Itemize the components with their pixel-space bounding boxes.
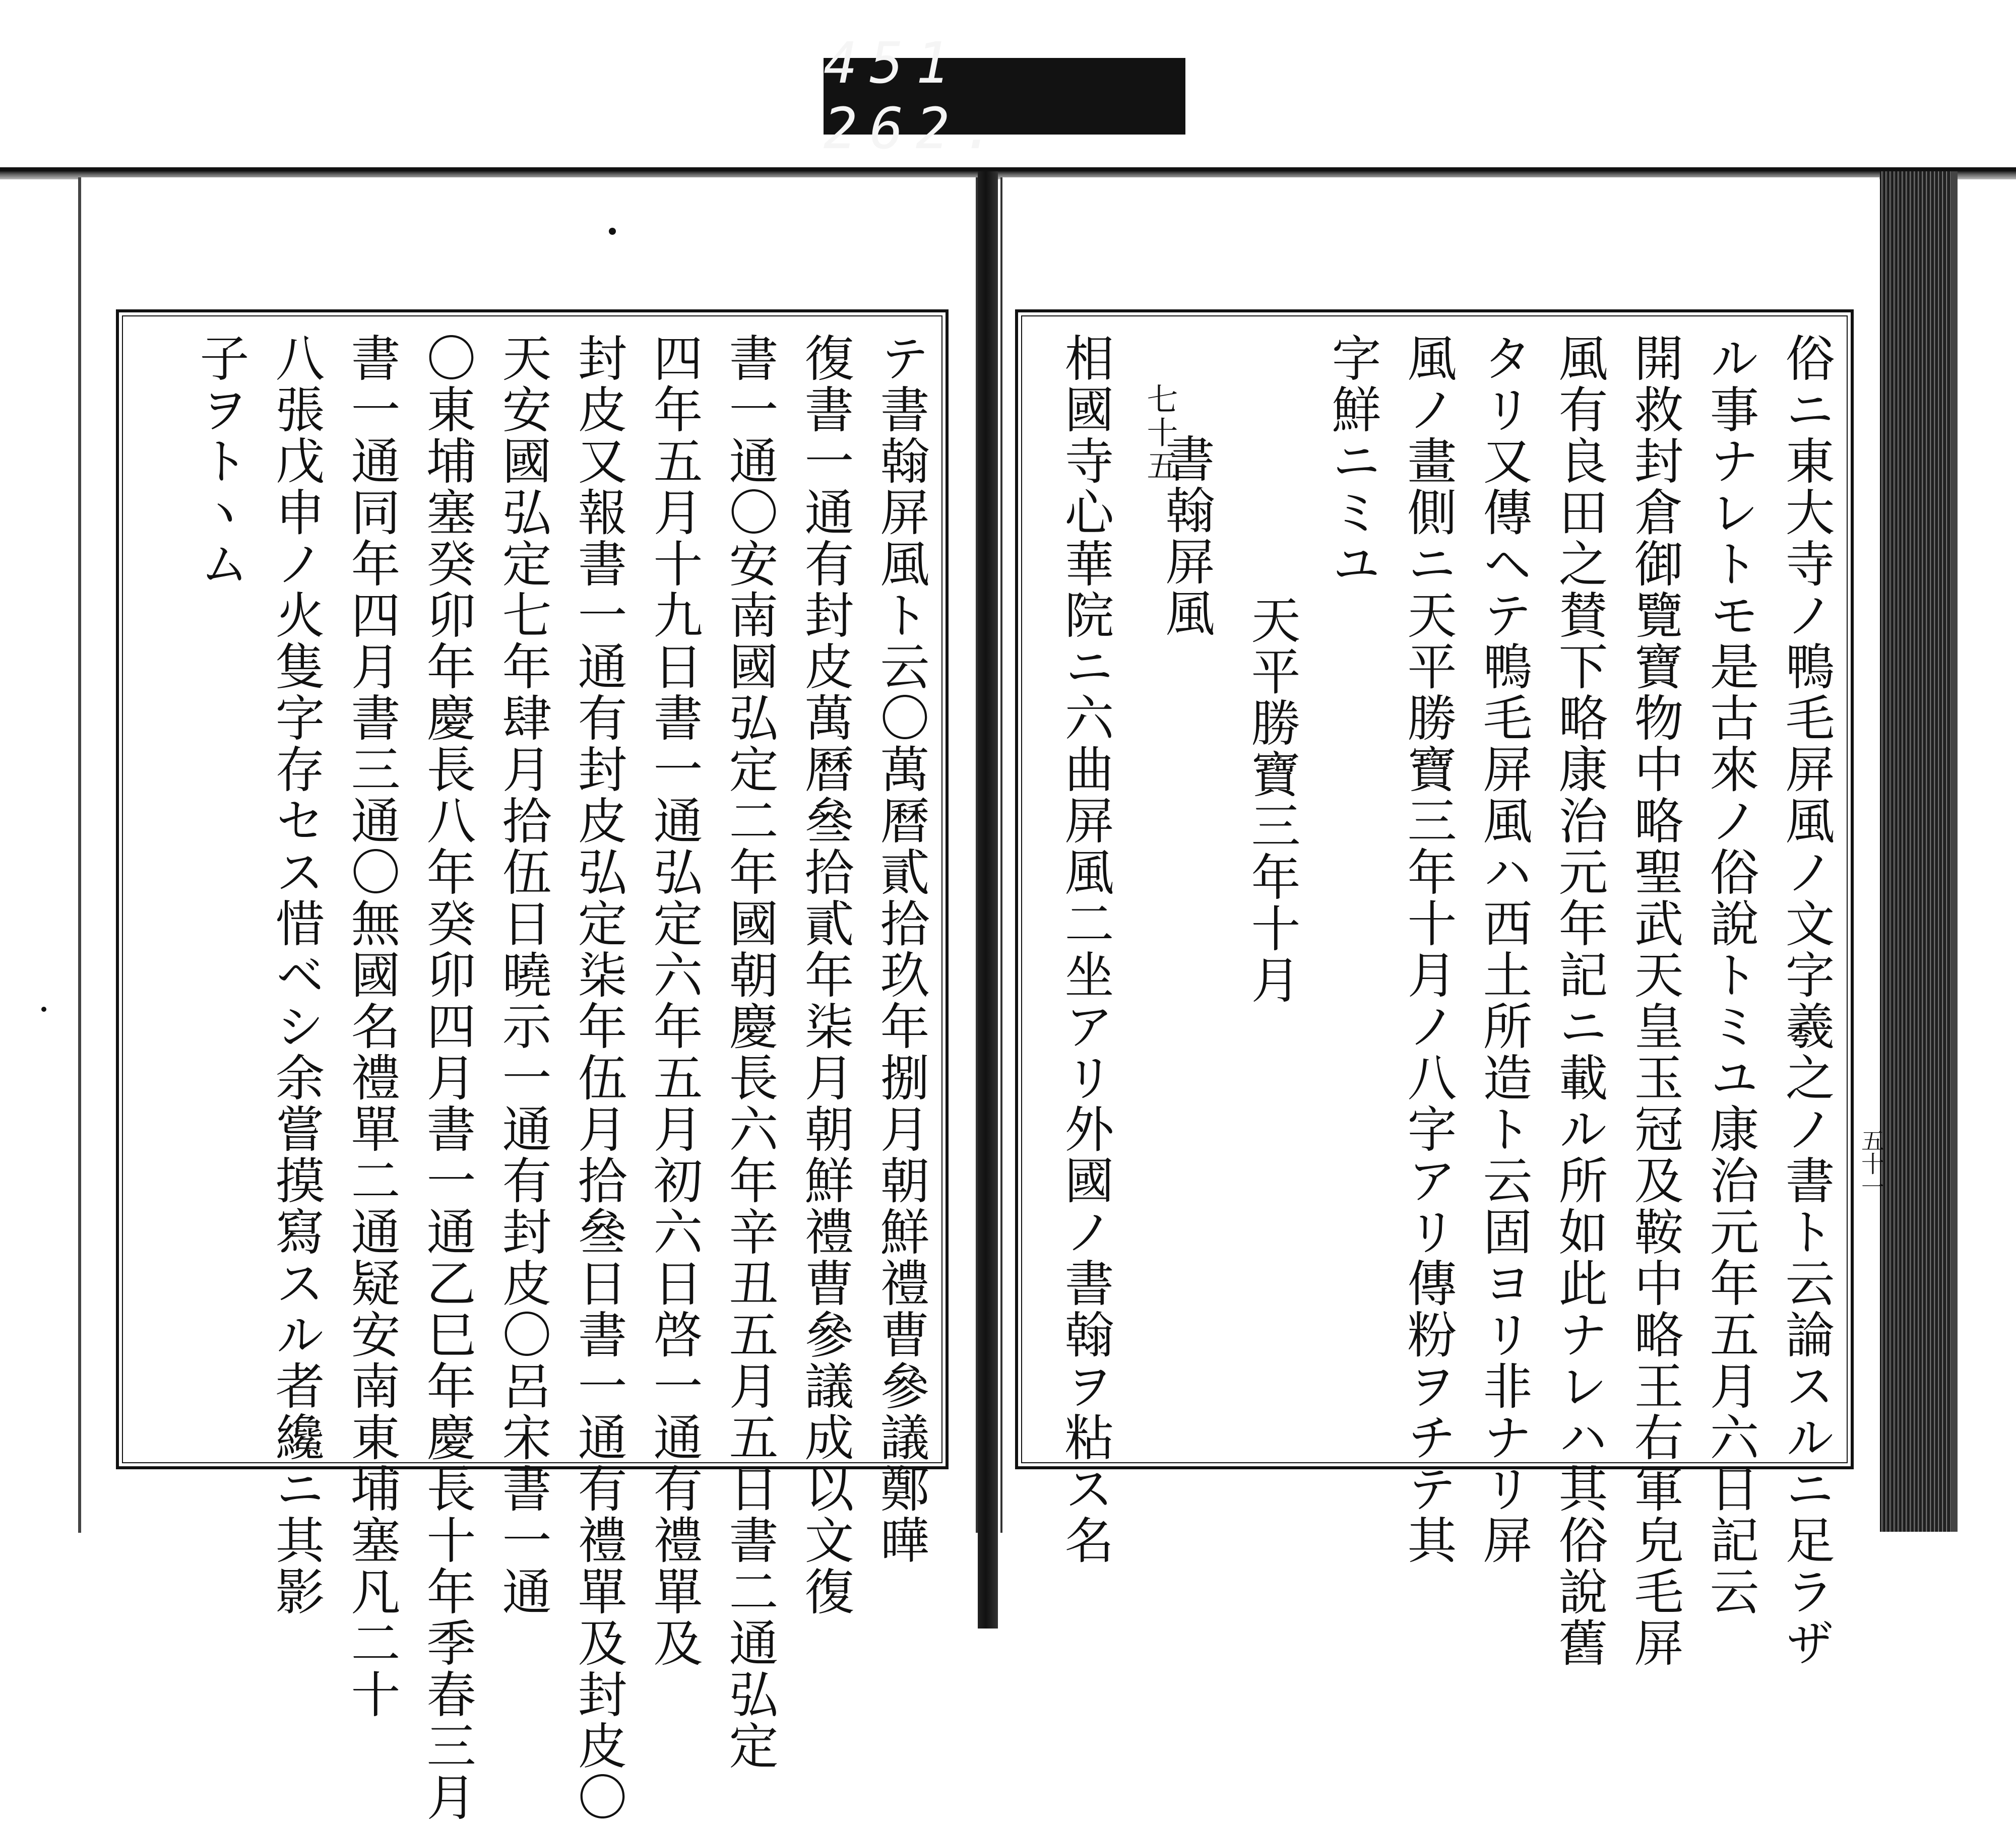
text-column: 四年五月十九日書一通弘定六年五月初六日啓一通有禮單及 — [645, 333, 703, 1669]
date-inscription: 天平勝寶三年十月 — [1243, 595, 1300, 1006]
ink-speck — [41, 1007, 46, 1012]
text-column: 書一通〇安南國弘定二年國朝慶長六年辛丑五月五日書二通弘定 — [721, 333, 778, 1772]
page-edge-shadow — [1950, 171, 1958, 1532]
text-column: 風有良田之賛下略康治元年記ニ載ル所如此ナレハ其俗說舊 — [1550, 333, 1608, 1669]
text-column: 天安國弘定七年肆月拾伍日曉示一通有封皮〇呂宋書一通 — [494, 333, 551, 1617]
text-column: 〇東埔塞癸卯年慶長八年癸卯四月書一通乙巳年慶長十年季春三月 — [418, 333, 476, 1823]
text-column: 封皮又報書一通有封皮弘定柒年伍月拾叄日書一通有禮單及封皮〇 — [570, 333, 627, 1823]
text-column: 俗ニ東大寺ノ鴨毛屏風ノ文字羲之ノ書ト云論スルニ足ラザ — [1777, 333, 1835, 1669]
entry-heading: 書翰屏風 — [1157, 433, 1215, 639]
text-column: 子ヲトヽム — [192, 333, 249, 590]
text-column: テ書翰屏風ト云〇萬曆貳拾玖年捌月朝鮮禮曹參議鄭曄 — [872, 333, 929, 1566]
text-column: 八張戊申ノ火隻字存セス惜ベシ余嘗摸寫スル者纔ニ其影 — [267, 333, 325, 1617]
page-edge-stack — [1880, 171, 1950, 1532]
text-column: 開救封倉御覽寶物中略聖武天皇玉冠及鞍中略王右軍皃毛屏 — [1626, 333, 1683, 1669]
right-text-frame — [1015, 309, 1854, 1669]
ink-speck — [609, 228, 616, 235]
text-column: 書一通同年四月書三通〇無國名禮單二通疑安南東埔塞凡二十 — [343, 333, 400, 1720]
entry-number: 七十五 — [1142, 383, 1178, 483]
text-column: 相國寺心華院ニ六曲屏風二坐アリ外國ノ書翰ヲ粘ス名 — [1056, 333, 1114, 1566]
text-column: 風ノ畫側ニ天平勝寶三年十月ノ八字アリ傳粉ヲチテ其 — [1399, 333, 1457, 1566]
folio-number: 五十一 — [1858, 1129, 1885, 1198]
text-column: 復書一通有封皮萬曆叄拾貳年柒月朝鮮禮曹參議成以文復 — [796, 333, 854, 1617]
text-column: ル事ナレトモ是古來ノ俗說トミユ康治元年五月六日記云 — [1702, 333, 1759, 1617]
text-column: 字鮮ニミユ — [1324, 333, 1381, 590]
archive-label-plate: 451 262. — [824, 58, 1185, 135]
left-text-frame — [116, 309, 949, 1823]
book-gutter — [978, 171, 998, 1629]
text-column: タリ又傳ヘテ鴨毛屏風ハ西土所造ト云固ヨリ非ナリ屏 — [1475, 333, 1532, 1566]
